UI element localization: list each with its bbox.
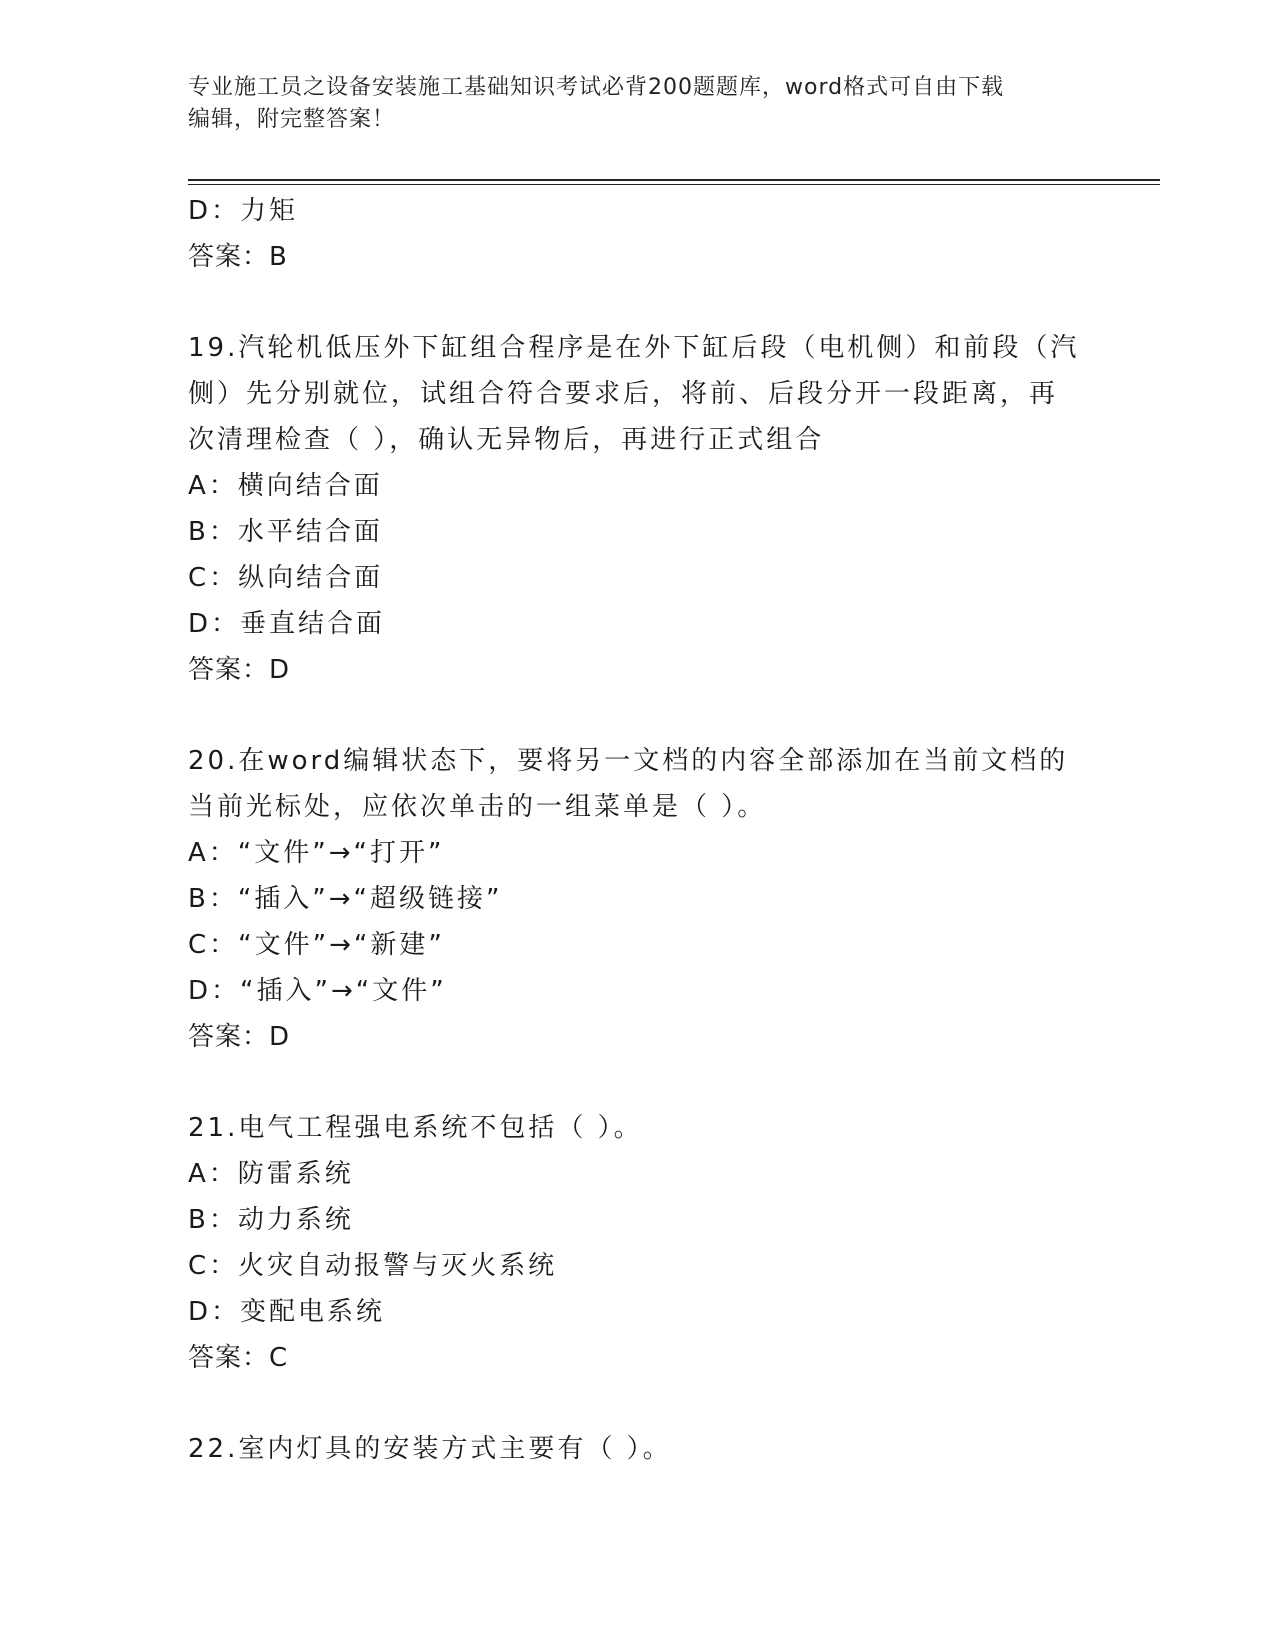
- spacer: [188, 1060, 1088, 1105]
- document-body: [188, 188, 1088, 1472]
- question-text-line: 次清理检查（ ），确认无异物后，再进行正式组合: [188, 425, 825, 455]
- spacer: [188, 1381, 1088, 1426]
- header-title-line-2: 编辑，附完整答案！: [188, 107, 396, 132]
- question-text-line: 20.在word编辑状态下，要将另一文档的内容全部添加在当前文档的: [188, 746, 1069, 776]
- header-divider-thick: [188, 179, 1160, 181]
- option-a: A：横向结合面: [188, 471, 383, 501]
- question-21: [188, 1105, 1088, 1381]
- question-text-line: 22.室内灯具的安装方式主要有（ ）。: [188, 1434, 672, 1464]
- option-c: C：纵向结合面: [188, 563, 384, 593]
- spacer: [188, 280, 1088, 325]
- answer-line: 答案：C: [188, 1343, 289, 1373]
- option-d: D：垂直结合面: [188, 609, 386, 639]
- document-header: [188, 72, 1088, 136]
- option-b: B：动力系统: [188, 1205, 354, 1235]
- option-b: B：水平结合面: [188, 517, 383, 547]
- option-b: B：“插入”→“超级链接”: [188, 884, 503, 914]
- option-c: C：“文件”→“新建”: [188, 930, 445, 960]
- question-text-line: 侧）先分别就位，试组合符合要求后，将前、后段分开一段距离，再: [188, 379, 1059, 409]
- option-a: A：防雷系统: [188, 1159, 354, 1189]
- answer-line: 答案：D: [188, 1022, 291, 1052]
- option-d: D：变配电系统: [188, 1297, 386, 1327]
- previous-question-tail: [188, 188, 1088, 280]
- question-20: [188, 738, 1088, 1060]
- answer-line: 答案：B: [188, 242, 288, 272]
- option-c: C：火灾自动报警与灭火系统: [188, 1251, 558, 1281]
- header-title-line-1: 专业施工员之设备安装施工基础知识考试必背200题题库，word格式可自由下载: [188, 75, 1005, 100]
- question-text-line: 当前光标处，应依次单击的一组菜单是（ ）。: [188, 792, 767, 822]
- question-22: [188, 1426, 1088, 1472]
- question-text-line: 21.电气工程强电系统不包括（ ）。: [188, 1113, 643, 1143]
- answer-line: 答案：D: [188, 655, 291, 685]
- spacer: [188, 693, 1088, 738]
- option-d: D：力矩: [188, 196, 299, 226]
- option-a: A：“文件”→“打开”: [188, 838, 445, 868]
- question-text-line: 19.汽轮机低压外下缸组合程序是在外下缸后段（电机侧）和前段（汽: [188, 333, 1080, 363]
- option-d: D：“插入”→“文件”: [188, 976, 447, 1006]
- header-divider-thin: [188, 184, 1160, 185]
- question-19: [188, 325, 1088, 693]
